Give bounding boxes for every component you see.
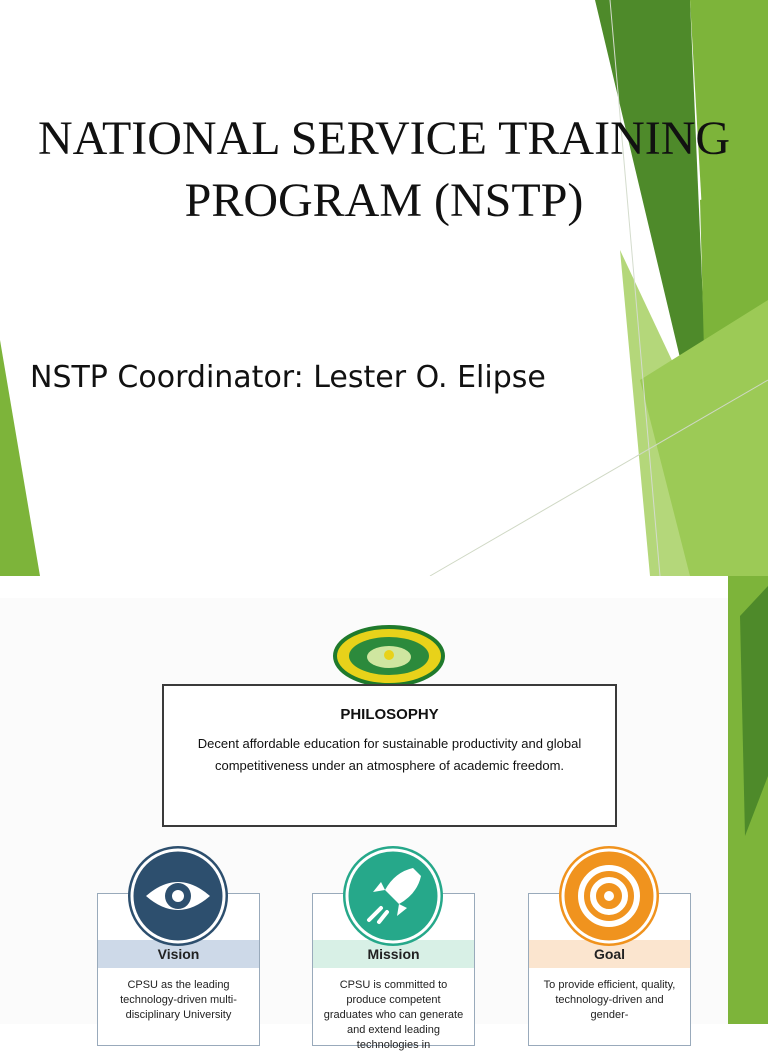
philosophy-title: PHILOSOPHY [340,706,439,723]
university-seal-icon [333,626,445,686]
philosophy-text: Decent affordable education for sustainable productivity and global competitiveness under an atmosphere of academic freedom. [197,736,582,773]
slide-title [0,108,768,232]
eye-icon [128,846,228,946]
goal-text: To provide efficient, quality, technology-driven and gender- [543,979,676,1021]
mission-title: Mission [313,940,474,968]
slide-subtitle: NSTP Coordinator: Lester O. Elipse [30,360,546,395]
content-panel [0,598,728,1051]
vision-text: CPSU as the leading technology-driven multi-disciplinary University [120,979,237,1021]
target-icon [559,846,659,946]
slide-title-line-1: NATIONAL SERVICE TRAINING [37,112,731,165]
slide-title-line-2: PROGRAM (NSTP) [184,174,584,227]
philosophy-slide [0,576,768,1051]
mission-text: CPSU is committed to produce competent graduates who can generate and extend leading technologies in [323,979,464,1051]
goal-title: Goal [529,940,690,968]
rocket-icon [343,846,443,946]
vision-title: Vision [98,940,259,968]
philosophy-box [162,684,617,827]
